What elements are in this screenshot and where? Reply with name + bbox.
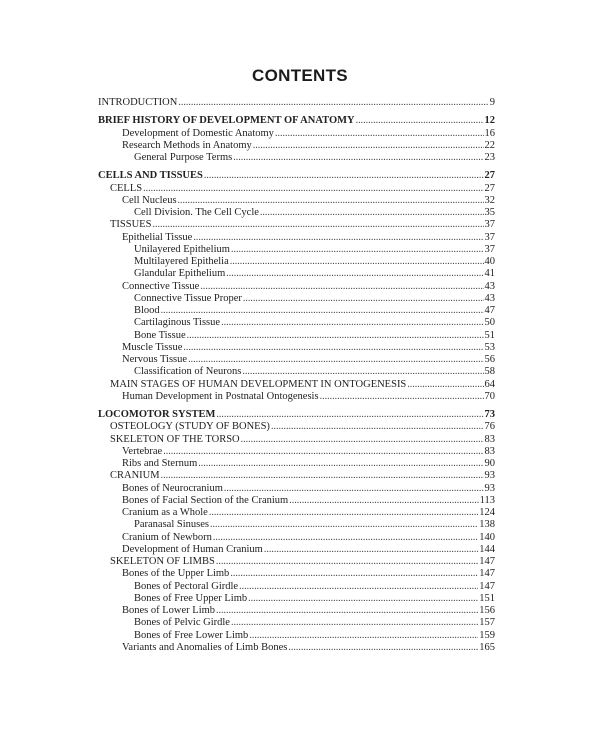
toc-page-number: 40: [484, 256, 495, 267]
dot-leader: [161, 470, 484, 482]
toc-entry[interactable]: [98, 207, 495, 219]
toc-page-number: 32: [484, 194, 495, 206]
toc-entry[interactable]: [98, 519, 495, 531]
toc-entry[interactable]: [98, 128, 495, 140]
toc-entry[interactable]: [98, 232, 495, 244]
toc-page-number: 140: [479, 531, 495, 543]
toc-entry[interactable]: [98, 391, 495, 403]
toc-entry-title: Bones of Free Lower Limb: [134, 629, 249, 641]
toc-page-number: 51: [484, 329, 495, 341]
dot-leader: [216, 556, 478, 568]
toc-page-number: 144: [479, 543, 495, 555]
toc-entry-title: LOCOMOTOR SYSTEM: [98, 409, 216, 420]
dot-leader: [221, 317, 483, 329]
dot-leader: [198, 458, 483, 470]
toc-section: [98, 409, 495, 654]
dot-leader: [178, 195, 484, 207]
dot-leader: [216, 605, 478, 617]
toc-entry-title: CELLS: [110, 182, 143, 194]
dot-leader: [143, 183, 483, 195]
toc-page-number: 147: [479, 580, 495, 592]
toc-entry[interactable]: [98, 244, 495, 256]
toc-entry[interactable]: [98, 458, 495, 470]
toc-entry-title: Connective Tissue: [122, 280, 200, 292]
toc-entry-title: Vertebrae: [122, 445, 163, 457]
dot-leader: [275, 128, 484, 140]
toc-page-number: 43: [484, 292, 495, 304]
toc-page-number: 56: [484, 354, 495, 365]
toc-entry[interactable]: [98, 593, 495, 605]
toc-page-number: 35: [484, 207, 495, 218]
toc-entry-title: Paranasal Sinuses: [134, 519, 209, 531]
toc-entry-title: Nervous Tissue: [122, 354, 188, 365]
toc-entry-title: Bones of Lower Limb: [122, 605, 216, 616]
toc-entry[interactable]: [98, 483, 495, 495]
toc-page-number: 151: [479, 592, 495, 604]
toc-entry[interactable]: [98, 434, 495, 446]
dot-leader: [224, 483, 484, 495]
toc-entry[interactable]: [98, 256, 495, 268]
dot-leader: [209, 507, 478, 519]
dot-leader: [188, 354, 483, 366]
dot-leader: [163, 446, 483, 458]
toc-page-number: 9: [489, 97, 495, 108]
toc-entry[interactable]: [98, 581, 495, 593]
toc-entry[interactable]: [98, 281, 495, 293]
toc-entry[interactable]: [98, 330, 495, 342]
toc-page-number: 22: [484, 139, 495, 151]
dot-leader: [178, 97, 488, 109]
toc-page-number: 165: [479, 641, 495, 653]
dot-leader: [216, 409, 483, 421]
dot-leader: [248, 593, 478, 605]
dot-leader: [288, 642, 478, 654]
dot-leader: [226, 268, 483, 280]
toc-entry-title: General Purpose Terms: [134, 152, 233, 163]
toc-page-number: 23: [484, 152, 495, 163]
toc-entry-title: CELLS AND TISSUES: [98, 170, 203, 182]
toc-chapter-entry[interactable]: [98, 115, 495, 127]
dot-leader: [183, 342, 483, 354]
toc-page-number: 93: [484, 482, 495, 494]
toc-page-number: 41: [484, 268, 495, 280]
toc-entry[interactable]: [98, 630, 495, 642]
toc-entry[interactable]: [98, 556, 495, 568]
dot-leader: [356, 115, 484, 127]
toc-entry[interactable]: [98, 195, 495, 207]
toc-entry-title: INTRODUCTION: [98, 97, 178, 108]
toc-page-number: 12: [484, 115, 495, 127]
toc-page-number: 83: [484, 433, 495, 445]
dot-leader: [249, 630, 478, 642]
toc-entry[interactable]: [98, 305, 495, 317]
toc-entry[interactable]: [98, 642, 495, 654]
dot-leader: [289, 495, 478, 507]
toc-entry-title: Cranium as a Whole: [122, 507, 208, 518]
toc-entry-title: Bone Tissue: [134, 329, 186, 341]
toc-entry-title: Ribs and Sternum: [122, 458, 198, 469]
toc-section: [98, 170, 495, 403]
toc-entry-title: Unilayered Epithelium: [134, 243, 230, 255]
dot-leader: [230, 256, 484, 268]
dot-leader: [231, 244, 484, 256]
toc-page-number: 27: [484, 170, 495, 182]
toc-page-number: 83: [484, 445, 495, 457]
toc-page-number: 43: [484, 280, 495, 292]
dot-leader: [187, 330, 484, 342]
toc-entry[interactable]: [98, 544, 495, 556]
toc-entry-title: Variants and Anomalies of Limb Bones: [122, 641, 288, 653]
toc-entry[interactable]: [98, 152, 495, 164]
toc-entry[interactable]: [98, 293, 495, 305]
dot-leader: [242, 366, 483, 378]
toc-entry-title: CRANIUM: [110, 470, 160, 482]
dot-leader: [200, 281, 483, 293]
toc-page-number: 124: [479, 507, 495, 518]
toc-chapter-entry[interactable]: [98, 170, 495, 182]
toc-page-number: 76: [484, 421, 495, 433]
toc-entry[interactable]: [98, 219, 495, 231]
toc-entry-title: BRIEF HISTORY OF DEVELOPMENT OF ANATOMY: [98, 115, 355, 127]
toc-entry-title: Epithelial Tissue: [122, 231, 193, 243]
dot-leader: [241, 434, 484, 446]
dot-leader: [271, 421, 484, 433]
toc-entry-title: Bones of Pectoral Girdle: [134, 580, 239, 592]
toc-entry-title: Cell Nucleus: [122, 194, 177, 206]
toc-entry-title: Bones of Pelvic Girdle: [134, 617, 230, 629]
toc-entry-title: Human Development in Postnatal Ontogenesis: [122, 390, 319, 402]
dot-leader: [320, 391, 484, 403]
toc-page-number: 159: [479, 629, 495, 641]
toc-entry[interactable]: [98, 507, 495, 519]
toc-entry[interactable]: [98, 532, 495, 544]
toc-entry[interactable]: [98, 568, 495, 580]
toc-entry-title: Classification of Neurons: [134, 366, 242, 378]
toc-entry-title: Cell Division. The Cell Cycle: [134, 207, 259, 218]
toc-page-number: 47: [484, 305, 495, 316]
toc-entry-title: Bones of the Upper Limb: [122, 568, 230, 580]
toc-page-number: 58: [484, 366, 495, 378]
toc-entry[interactable]: [98, 379, 495, 391]
toc-page-number: 73: [484, 409, 495, 420]
toc-entry[interactable]: [98, 421, 495, 433]
dot-leader: [260, 207, 484, 219]
toc-page-number: 70: [484, 390, 495, 402]
toc-entry[interactable]: [98, 183, 495, 195]
toc-entry-title: OSTEOLOGY (STUDY OF BONES): [110, 421, 270, 433]
toc-entry-title: Development of Domestic Anatomy: [122, 127, 274, 139]
toc-page-number: 157: [479, 617, 495, 629]
toc-entry-title: Muscle Tissue: [122, 341, 183, 353]
dot-leader: [161, 305, 484, 317]
toc-entry-title: SKELETON OF THE TORSO: [110, 433, 240, 445]
dot-leader: [231, 617, 478, 629]
dot-leader: [193, 232, 483, 244]
toc-entry-title: Bones of Facial Section of the Cranium: [122, 494, 289, 506]
page-title: CONTENTS: [252, 66, 348, 85]
toc-page-number: 113: [479, 494, 495, 506]
toc-entry-title: Research Methods in Anatomy: [122, 139, 252, 151]
toc-entry[interactable]: [98, 268, 495, 280]
toc-entry[interactable]: [98, 605, 495, 617]
dot-leader: [210, 519, 478, 531]
toc-page-number: 37: [484, 231, 495, 243]
toc-chapter-entry[interactable]: [98, 409, 495, 421]
toc-section: [98, 115, 495, 164]
dot-leader: [230, 568, 478, 580]
toc-page-number: 27: [484, 182, 495, 194]
toc-page-number: 90: [484, 458, 495, 469]
dot-leader: [233, 152, 483, 164]
toc-entry[interactable]: [98, 470, 495, 482]
toc-entry[interactable]: [98, 97, 495, 109]
toc-page-number: 147: [479, 568, 495, 580]
dot-leader: [264, 544, 478, 556]
dot-leader: [239, 581, 478, 593]
toc-entry[interactable]: [98, 446, 495, 458]
toc-page-number: 64: [484, 378, 495, 390]
toc-entry-title: Blood: [134, 305, 160, 316]
toc-entry[interactable]: [98, 342, 495, 354]
table-of-contents: [98, 97, 495, 660]
toc-entry-title: Cranium of Newborn: [122, 531, 212, 543]
toc-page-number: 156: [479, 605, 495, 616]
toc-page-number: 37: [484, 243, 495, 255]
toc-page-number: 93: [484, 470, 495, 482]
toc-entry-title: Development of Human Cranium: [122, 543, 263, 555]
toc-page-number: 16: [484, 127, 495, 139]
dot-leader: [243, 293, 484, 305]
toc-page-number: 138: [479, 519, 495, 531]
toc-page-number: 37: [484, 219, 495, 231]
dot-leader: [204, 170, 484, 182]
dot-leader: [253, 140, 484, 152]
toc-entry-title: Connective Tissue Proper: [134, 292, 242, 304]
toc-entry-title: MAIN STAGES OF HUMAN DEVELOPMENT IN ONTOGENESIS: [110, 378, 407, 390]
toc-entry[interactable]: [98, 354, 495, 366]
toc-entry-title: Multilayered Epithelia: [134, 256, 229, 267]
toc-page-number: 50: [484, 317, 495, 329]
toc-entry[interactable]: [98, 495, 495, 507]
toc-page-number: 53: [484, 341, 495, 353]
toc-entry-title: Cartilaginous Tissue: [134, 317, 221, 329]
toc-entry-title: Bones of Free Upper Limb: [134, 592, 248, 604]
toc-entry-title: Bones of Neurocranium: [122, 482, 223, 494]
toc-section: [98, 97, 495, 109]
toc-entry[interactable]: [98, 317, 495, 329]
toc-entry-title: TISSUES: [110, 219, 152, 231]
toc-page-number: 147: [479, 556, 495, 567]
dot-leader: [152, 219, 483, 231]
dot-leader: [213, 532, 478, 544]
toc-entry-title: Glandular Epithelium: [134, 268, 226, 280]
toc-entry-title: SKELETON OF LIMBS: [110, 556, 215, 567]
dot-leader: [407, 379, 483, 391]
toc-entry[interactable]: [98, 366, 495, 378]
toc-entry[interactable]: [98, 140, 495, 152]
toc-entry[interactable]: [98, 617, 495, 629]
